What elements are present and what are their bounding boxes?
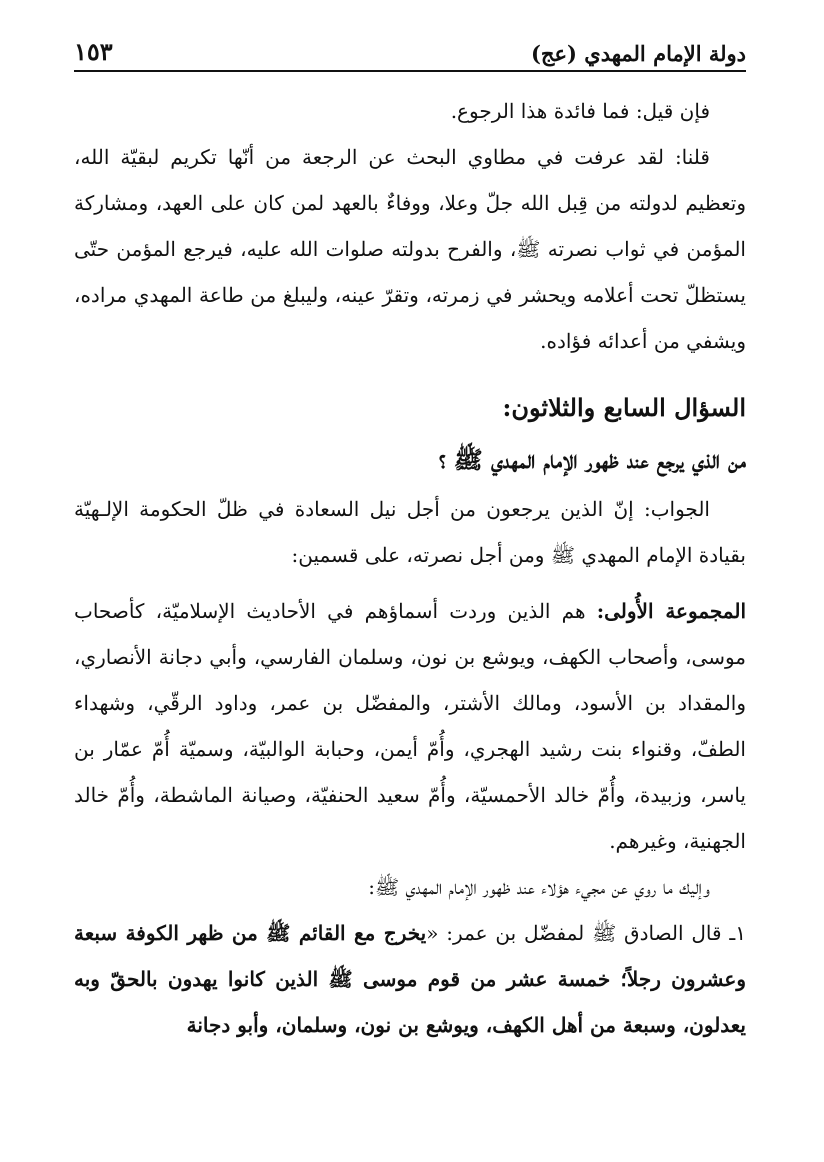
spacer <box>74 578 746 588</box>
section-heading: السؤال السابع والثلاثون: <box>502 393 746 422</box>
first-group-label: المجموعة الأُولى: <box>596 599 747 623</box>
paragraph-answer: الجواب: إنّ الذين يرجعون من أجل نيل السعادة في ظلّ الحكومة الإلـهيّة بقيادة الإمام المهدي ﷺ ومن أجل نصرته، على قسمين: <box>74 497 746 567</box>
page-body <box>74 88 746 1048</box>
running-title: دولة الإمام المهدي (عج) <box>530 41 746 66</box>
page-number: ١٥٣ <box>74 37 113 66</box>
paragraph-intro-narrations: وإليك ما روي عن مجيء هؤلاء عند ظهور الإمام المهدي ﷺ: <box>368 875 710 899</box>
paragraph-first-group <box>74 588 746 864</box>
paragraph-answer-raja: قلنا: لقد عرفت في مطاوي البحث عن الرجعة من أنّها تكريم لبقيّة الله، وتعظيم لدولته من قِبل الله جلّ وعلا، ووفاءٌ بالعهد لمن كان على العهد، ومشاركة المؤمن في ثواب نصرته ﷺ، والفرح بدولته صلوات الله عليه، فيرجع المؤمن حتّى يستظلّ تحت أعلامه ويحشر في زمرته، وتقرّ عينه، وليبلغ من طاعة المهدي مراده، ويشفي من أعدائه فؤاده. <box>74 145 746 353</box>
page-header <box>74 26 746 72</box>
first-group-text: هم الذين وردت أسماؤهم في الأحاديث الإسلاميّة، كأصحاب موسى، وأصحاب الكهف، ويوشع بن نون، وسلمان الفارسي، وأبي دجانة الأنصاري، والمقداد بن الأسود، ومالك الأشتر، والمفضّل بن عمر، وداود الرقّي، وشهداء الطفّ، وقنواء بنت رشيد الهجري، وأُمّ أيمن، وحبابة الوالبيّة، وسميّة أُمّ عمّار بن ياسر، وزبيدة، وأُمّ خالد الأحمسيّة، وأُمّ سعيد الحنفيّة، وصيانة الماشطة، وأُمّ خالد الجهنية، وغيرهم. <box>74 599 747 853</box>
spacer <box>74 364 746 374</box>
paragraph-objection: فإن قيل: فما فائدة هذا الرجوع. <box>450 99 710 123</box>
narration-item-1 <box>74 910 746 1048</box>
narration-quote: يخرج مع القائم ﷺ من ظهر الكوفة سبعة وعشرون رجلاً؛ خمسة عشر من قوم موسى ﷺ الذين كانوا يهدون بالحقّ وبه يعدلون، وسبعة من أهل الكهف، ويوشع بن نون، وسلمان، وأبو دجانة <box>74 921 746 1037</box>
narration-lead: ١ـ قال الصادق ﷺ لمفضّل بن عمر: « <box>426 921 746 945</box>
question-heading: من الذي يرجع عند ظهور الإمام المهدي ﷺ ؟ <box>438 445 746 474</box>
